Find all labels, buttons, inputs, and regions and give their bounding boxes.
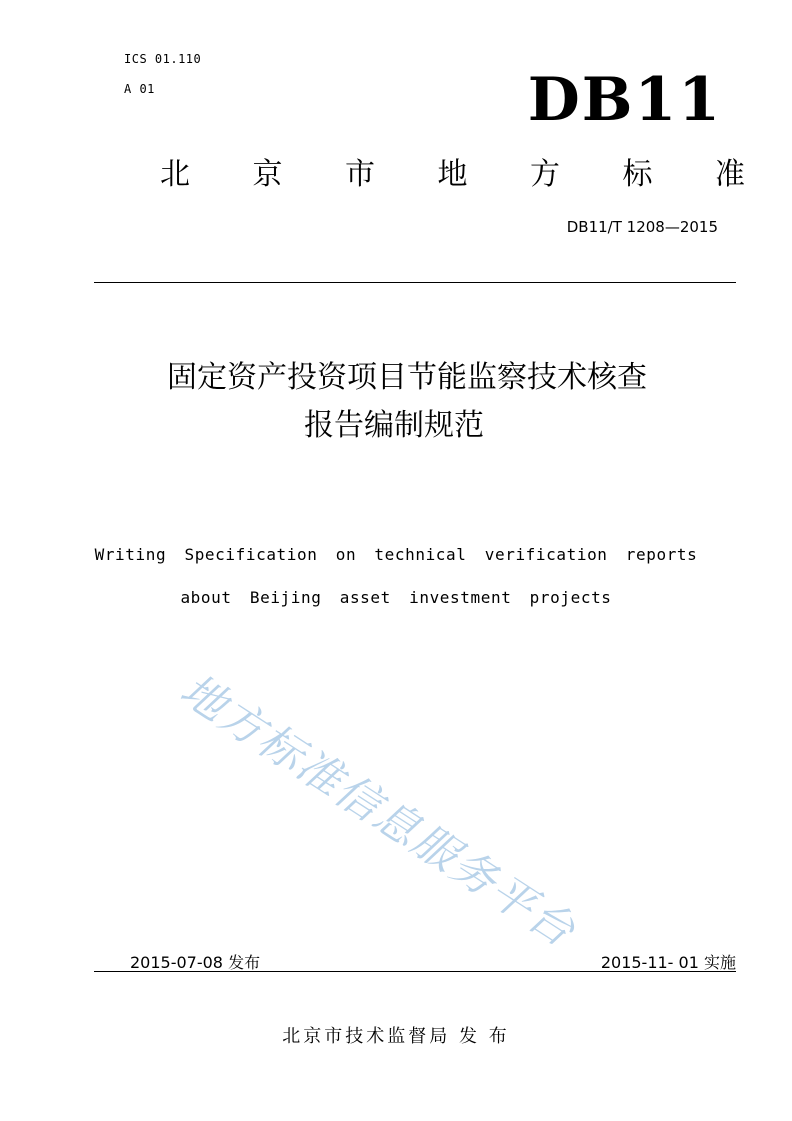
- ics-code: ICS 01.110: [124, 52, 202, 66]
- standard-type-heading: [160, 155, 745, 195]
- title-cn-line2: 报告编制规范: [304, 408, 484, 443]
- db11-logo: DB11: [527, 65, 722, 135]
- publisher: 北京市技术监督局 发 布: [282, 1026, 510, 1047]
- standard-type-char: 京: [252, 157, 283, 192]
- title-en-line1: Writing Specification on technical verification reports: [94, 545, 698, 564]
- standard-type-char: 标: [622, 157, 653, 192]
- title-cn-line1: 固定资产投资项目节能监察技术核查: [167, 360, 647, 395]
- implementation-date: 2015-11- 01 实施: [600, 953, 736, 972]
- standard-type-char: 准: [715, 157, 745, 192]
- standard-type-char: 方: [530, 157, 560, 192]
- bottom-divider: [94, 971, 736, 972]
- standard-type-char: 北: [160, 157, 190, 192]
- classification-code: A 01: [124, 82, 155, 96]
- issue-date: 2015-07-08 发布: [130, 953, 261, 972]
- title-en-line2: about Beijing asset investment projects: [180, 588, 612, 607]
- top-divider: [94, 282, 736, 283]
- standard-type-char: 地: [437, 157, 468, 192]
- standard-number: DB11/T 1208—2015: [566, 218, 718, 236]
- standard-type-char: 市: [345, 157, 375, 192]
- watermark: 地方标准信息服务平台: [171, 664, 585, 958]
